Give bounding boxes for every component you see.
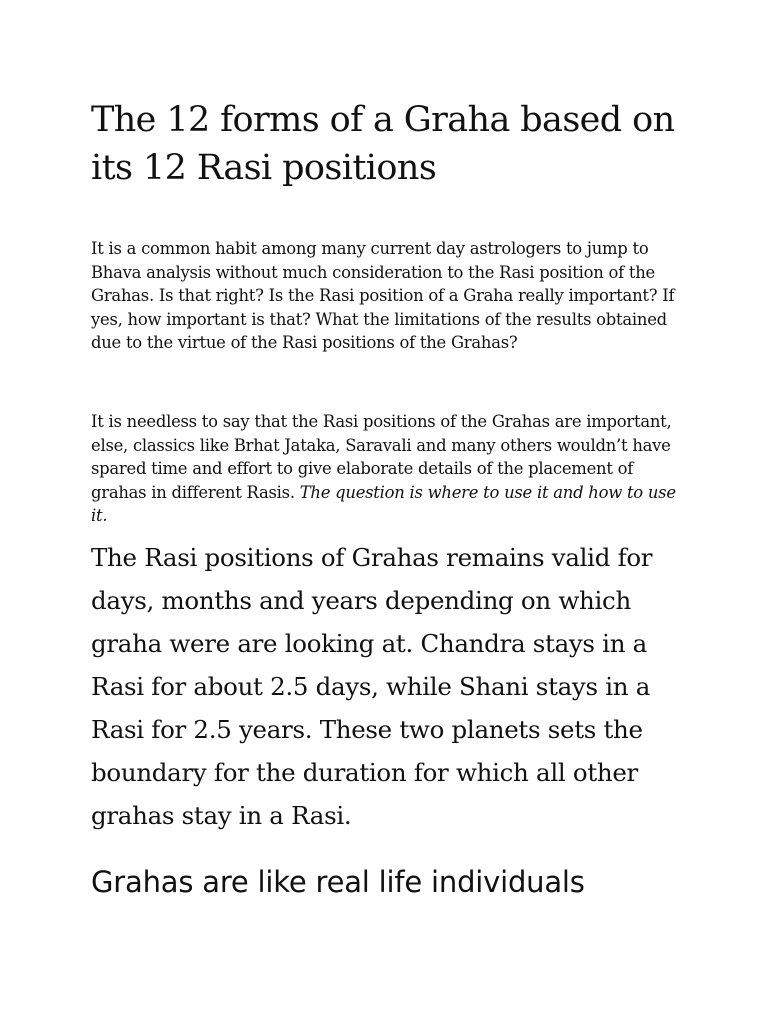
section-heading: Grahas are like real life individuals [91,865,585,899]
second-paragraph [91,410,681,528]
second-paragraph-text: It is needless to say that the Rasi positions of the Grahas are important, else, classics like Brhat Jataka, Saravali and many others wouldn’t have spared time and effort to give elaborate details of the placement of grahas in different Rasis. [91,412,672,502]
second-paragraph-italic: The question is where to use it and how to use it. [91,482,676,525]
document-title: The 12 forms of a Graha based on its 12 Rasi positions [91,100,675,188]
rasi-duration-paragraph: The Rasi positions of Grahas remains valid for days, months and years depending on which graha were are looking at. Chandra stays in a Rasi for about 2.5 days, while Shani stays in a Rasi for 2.5 years. These two planets sets the boundary for the duration for which all other grahas stay in a Rasi. [91,543,653,830]
intro-paragraph: It is a common habit among many current day astrologers to jump to Bhava analysis without much consideration to the Rasi position of the Grahas. Is that right? Is the Rasi position of a Graha really important? If yes, how important is that? What the limitations of the results obtained due to the virtue of the Rasi positions of the Grahas? [91,239,675,352]
